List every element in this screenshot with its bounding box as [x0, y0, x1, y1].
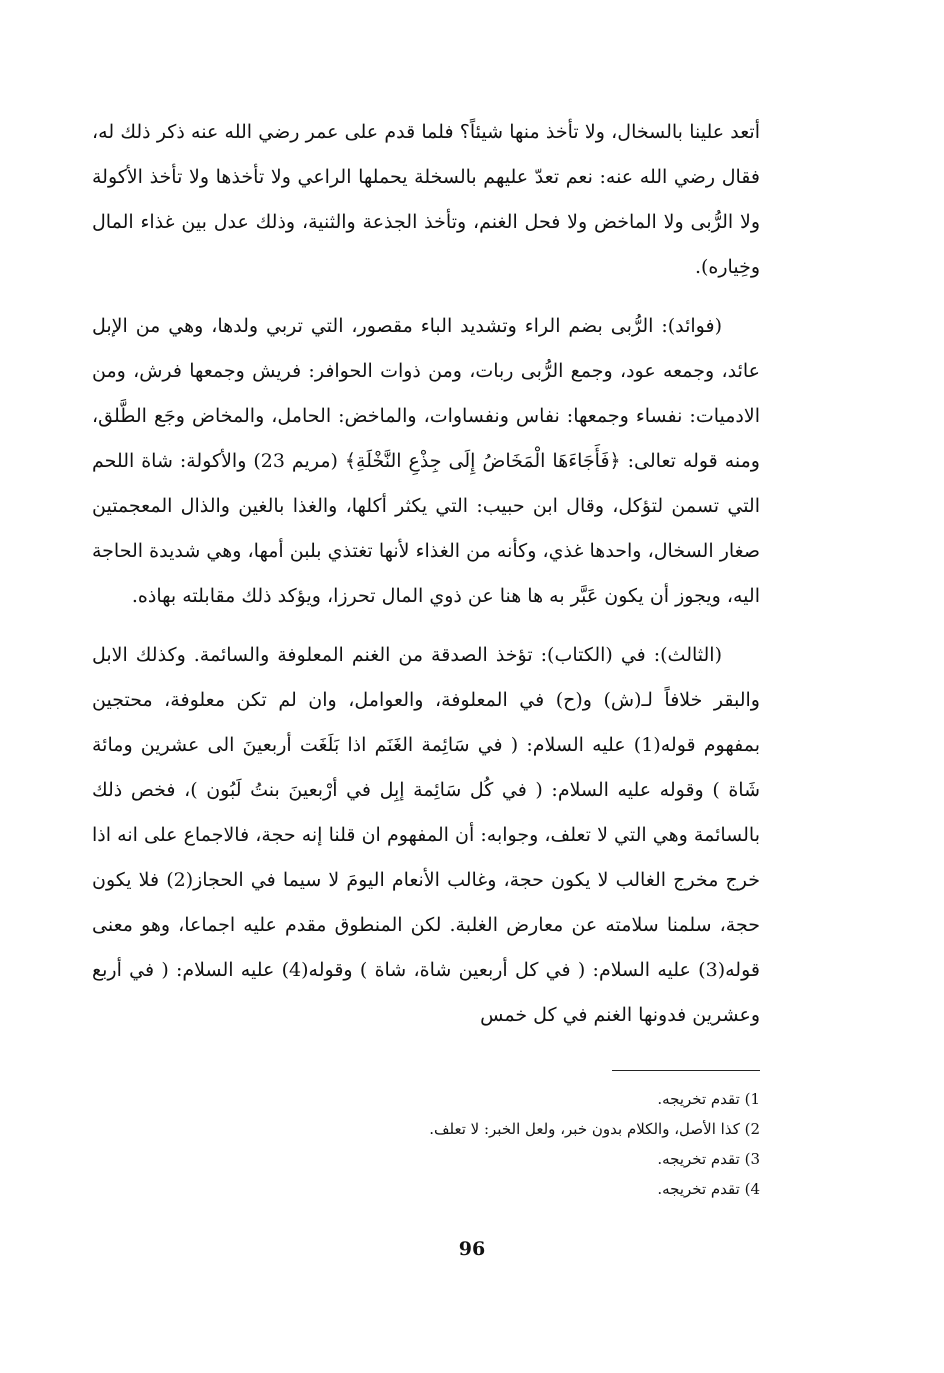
footnotes	[300, 1084, 760, 1204]
footnote-separator	[612, 1070, 760, 1071]
main-text-body	[92, 110, 760, 1052]
footnote-4: 4) تقدم تخريجه.	[657, 1180, 760, 1198]
footnote-2: 2) كذا الأصل، والكلام بدون خبر، ولعل الخبر: لا تعلف.	[429, 1120, 760, 1138]
footnote-1: 1) تقدم تخريجه.	[657, 1090, 760, 1108]
page-number: 96	[458, 1238, 486, 1260]
paragraph-3-third: (الثالث): في (الكتاب): تؤخذ الصدقة من الغنم المعلوفة والسائمة. وكذلك الابل والبقر خلافاً لـ(ش) و(ح) في المعلوفة، والعوامل، وان لم تكن معلوفة، محتجين بمفهوم قوله(1) عليه السلام: ( في سَائِمة الغَنَم اذا بَلَغَت أربعينَ الى عشرين ومائة شَاة ) وقوله عليه السلام: ( في كُل سَائِمة إبِل في أرْبعينَ بنتُ لَبُون )، فخص ذلك بالسائمة وهي التي لا تعلف، وجوابه: أن المفهوم ان قلنا إنه حجة، فالاجماع على انه اذا خرج مخرج الغالب لا يكون حجة، وغالب الأنعام اليومَ لا سيما في الحجاز(2) فلا يكون حجة، سلمنا سلامته عن معارض الغلبة. لكن المنطوق مقدم عليه اجماعا، وهو معنى قوله(3) عليه السلام: ( في كل أربعين شاة، شاة ) وقوله(4) عليه السلام: ( في أربع وعشرين فدونها الغنم في كل خمس	[92, 644, 760, 1026]
paragraph-2-fawaid: (فوائد): الرُّبى بضم الراء وتشديد الباء مقصور، التي تربي ولدها، وهي من الإبل عائد، وجمعه عود، وجمع الرُّبى ربات، ومن ذوات الحوافر: فريش وجمعها فرش، ومن الادميات: نفساء وجمعها: نفاس ونفساوات، والماخض: الحامل، والمخاض وجَع الطَّلق، ومنه قوله تعالى: ﴿فَأَجَاءَهَا الْمَخَاضُ إِلَى جِذْعِ النَّخْلَةِ﴾ (مريم 23) والأكولة: شاة اللحم التي تسمن لتؤكل، وقال ابن حبيب: التي يكثر أكلها، والغذا بالغين والذال المعجمتين صغار السخال، واحدها غذي، وكأنه من الغذاء لأنها تغتذي بلبن أمها، وهي شديدة الحاجة اليه، ويجوز أن يكون عَبَّر به ها هنا عن ذوي المال تحرزا، ويؤكد ذلك مقابلته بهاذه.	[92, 315, 760, 607]
footnote-3: 3) تقدم تخريجه.	[657, 1150, 760, 1168]
paragraph-1: أتعد علينا بالسخال، ولا تأخذ منها شيئاً؟ فلما قدم على عمر رضي الله عنه ذكر ذلك له، فقال رضي الله عنه: نعم تعدّ عليهم بالسخلة يحملها الراعي ولا تأخذها ولا تأخذ الأكولة ولا الرُّبى ولا الماخض ولا فحل الغنم، وتأخذ الجذعة والثنية، وذلك عدل بين غذاء المال وخِياره).	[92, 121, 760, 278]
